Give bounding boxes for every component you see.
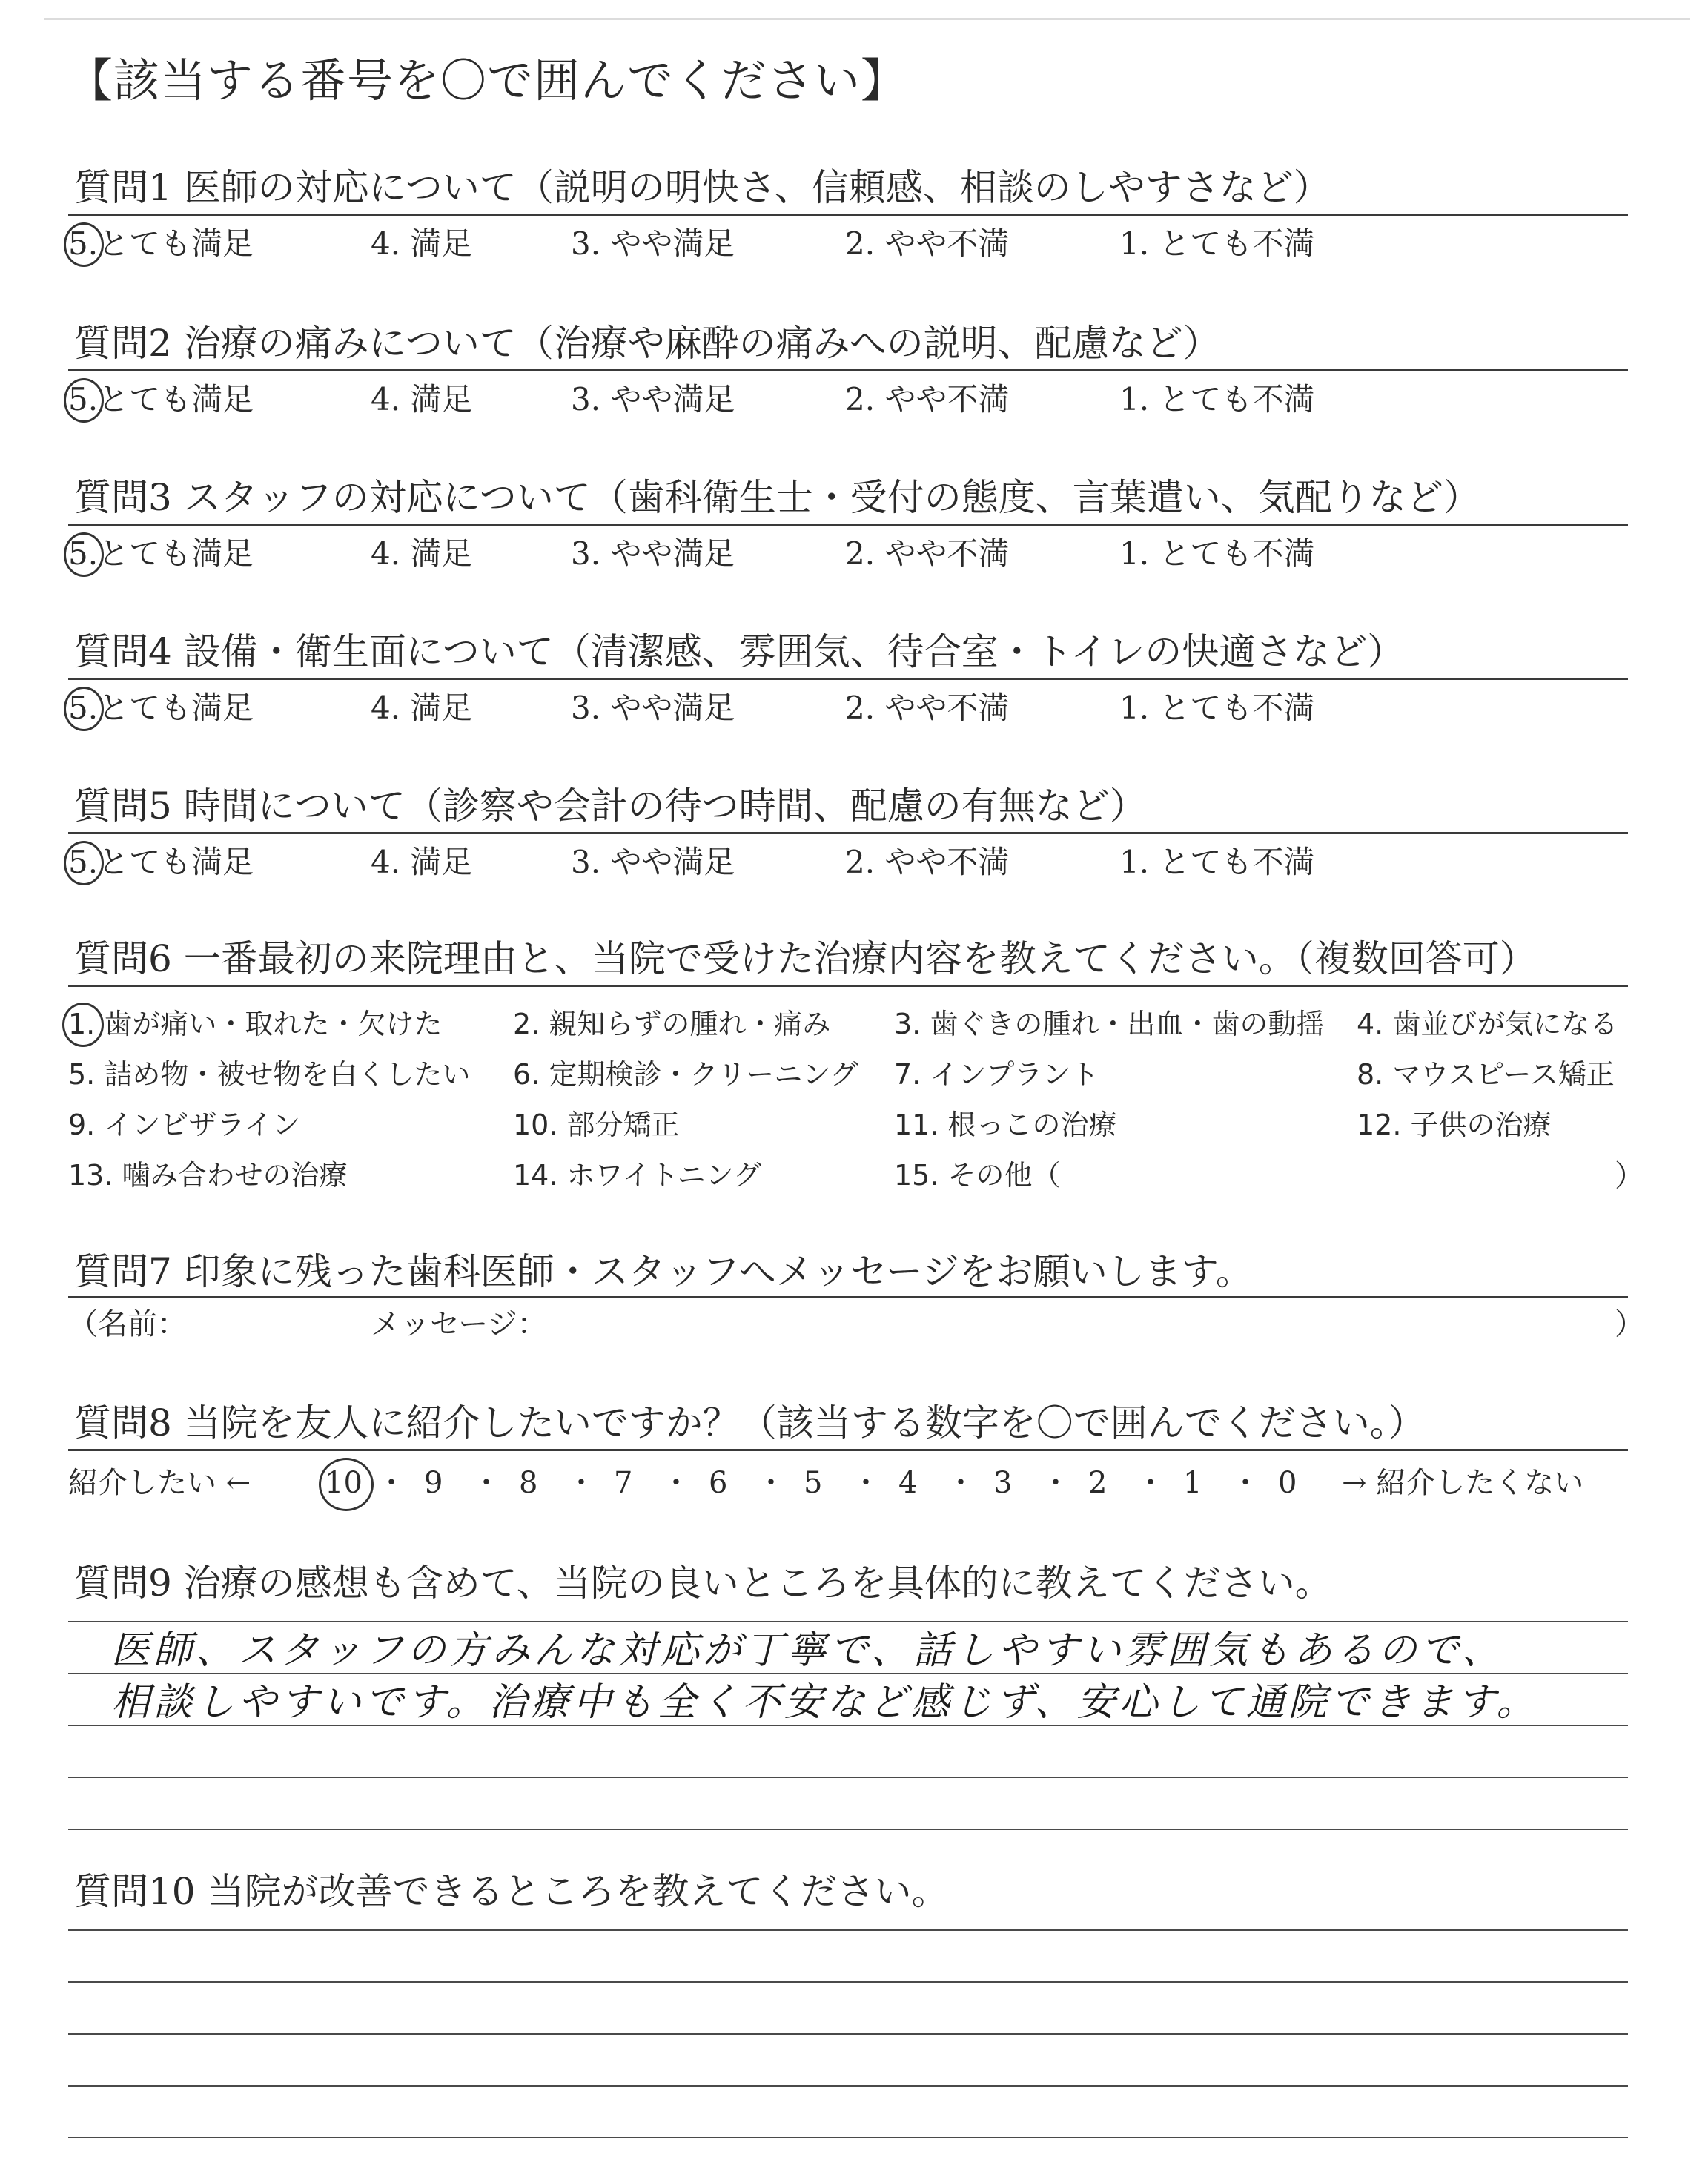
q6-option-7[interactable]: 7. インプラント: [894, 1058, 1099, 1091]
q3-option-5[interactable]: 5.とても満足: [68, 535, 254, 572]
q6-option-10[interactable]: 10. 部分矯正: [513, 1109, 680, 1141]
q6-option-9[interactable]: 9. インビザライン: [68, 1109, 301, 1141]
q4-option-1[interactable]: 1. とても不満: [1119, 690, 1315, 726]
q8-scale-5[interactable]: 5: [804, 1466, 823, 1500]
q9-line-1: [68, 1621, 1628, 1622]
q6-option-15[interactable]: 15. その他（: [894, 1159, 1061, 1192]
q9-line-5: [68, 1829, 1628, 1830]
q8-scale-separator: ・: [471, 1466, 501, 1500]
q2-option-3[interactable]: 3. やや満足: [571, 381, 735, 417]
q5-option-3[interactable]: 3. やや満足: [571, 844, 735, 880]
q10-line-4: [68, 2085, 1628, 2087]
q6-option-5[interactable]: 5. 詰め物・被せ物を白くしたい: [68, 1058, 471, 1091]
q8-scale-3[interactable]: 3: [993, 1466, 1013, 1500]
q8-scale-4[interactable]: 4: [898, 1466, 918, 1500]
q6-option-6[interactable]: 6. 定期検診・クリーニング: [513, 1058, 858, 1091]
q4-option-5[interactable]: 5.とても満足: [68, 690, 254, 726]
q8-scale-6[interactable]: 6: [709, 1466, 728, 1500]
q4-selection-circle: [64, 687, 104, 731]
q5-option-2[interactable]: 2. やや不満: [845, 844, 1010, 880]
q5-option-4[interactable]: 4. 満足: [371, 844, 473, 880]
q8-right-label: → 紹介したくない: [1342, 1466, 1584, 1500]
q8-scale-separator: ・: [377, 1466, 406, 1500]
q8-selection-circle: [319, 1458, 374, 1511]
q9-line-3: [68, 1725, 1628, 1726]
q2-option-1[interactable]: 1. とても不満: [1119, 381, 1315, 417]
q7-title: 質問7 印象に残った歯科医師・スタッフへメッセージをお願いします。: [74, 1250, 1253, 1293]
q8-scale-10[interactable]: 10: [325, 1466, 363, 1500]
q8-scale-0[interactable]: 0: [1278, 1466, 1297, 1500]
q10-line-2: [68, 1981, 1628, 1983]
q9-line-2: [68, 1673, 1628, 1674]
q8-scale-separator: ・: [851, 1466, 881, 1500]
q3-option-1[interactable]: 1. とても不満: [1119, 535, 1315, 572]
q3-option-3[interactable]: 3. やや満足: [571, 535, 735, 572]
q4-option-2[interactable]: 2. やや不満: [845, 690, 1010, 726]
q10-line-5: [68, 2137, 1628, 2138]
page-top-edge: [44, 18, 1690, 20]
q8-scale-separator: ・: [1041, 1466, 1070, 1500]
q2-selection-circle: [64, 378, 104, 423]
q10-line-3: [68, 2033, 1628, 2035]
q2-option-2[interactable]: 2. やや不満: [845, 381, 1010, 417]
q4-option-3[interactable]: 3. やや満足: [571, 690, 735, 726]
q10-line-1: [68, 1929, 1628, 1931]
q5-option-5[interactable]: 5.とても満足: [68, 844, 254, 880]
q8-scale-7[interactable]: 7: [614, 1466, 633, 1500]
q9-answer-line-2: 相談しやすいです。治療中も全く不安など感じず、安心して通院できます。: [111, 1680, 1539, 1725]
q8-rule: [68, 1449, 1628, 1451]
q9-title: 質問9 治療の感想も含めて、当院の良いところを具体的に教えてください。: [74, 1562, 1332, 1605]
q2-option-4[interactable]: 4. 満足: [371, 381, 473, 417]
q1-option-3[interactable]: 3. やや満足: [571, 225, 735, 262]
q2-title: 質問2 治療の痛みについて（治療や麻酔の痛みへの説明、配慮など）: [74, 322, 1220, 365]
q7-rule: [68, 1296, 1628, 1298]
q1-selection-circle: [64, 222, 104, 267]
q5-title: 質問5 時間について（診察や会計の待つ時間、配慮の有無など）: [74, 785, 1147, 828]
q8-scale-separator: ・: [661, 1466, 691, 1500]
q9-answer-line-1: 医師、スタッフの方みんな対応が丁寧で、話しやすい雰囲気もあるので、: [111, 1628, 1504, 1673]
q1-rule: [68, 214, 1628, 216]
q2-rule: [68, 369, 1628, 371]
q5-option-1[interactable]: 1. とても不満: [1119, 844, 1315, 880]
q6-option-12[interactable]: 12. 子供の治療: [1357, 1109, 1552, 1141]
q6-option-11[interactable]: 11. 根っこの治療: [894, 1109, 1117, 1141]
q7-message-label: メッセージ：: [371, 1307, 547, 1341]
q6-option-8[interactable]: 8. マウスピース矯正: [1357, 1058, 1615, 1091]
q3-selection-circle: [64, 532, 104, 577]
q6-option-3[interactable]: 3. 歯ぐきの腫れ・出血・歯の動揺: [894, 1008, 1325, 1040]
q5-selection-circle: [64, 841, 104, 885]
q8-scale-8[interactable]: 8: [519, 1466, 538, 1500]
instruction-heading: 【該当する番号を〇で囲んでください】: [67, 53, 908, 108]
q8-scale-separator: ・: [1231, 1466, 1260, 1500]
q8-scale-separator: ・: [756, 1466, 786, 1500]
q3-option-4[interactable]: 4. 満足: [371, 535, 473, 572]
q8-title: 質問8 当院を友人に紹介したいですか？（該当する数字を〇で囲んでください。）: [74, 1401, 1426, 1444]
q4-rule: [68, 678, 1628, 680]
q1-option-5[interactable]: 5.とても満足: [68, 225, 254, 262]
q6-option-1[interactable]: 1. 歯が痛い・取れた・欠けた: [68, 1008, 443, 1040]
q8-scale-separator: ・: [566, 1466, 596, 1500]
q6-option-2[interactable]: 2. 親知らずの腫れ・痛み: [513, 1008, 831, 1040]
q6-rule: [68, 985, 1628, 987]
q1-option-2[interactable]: 2. やや不満: [845, 225, 1010, 262]
q1-title: 質問1 医師の対応について（説明の明快さ、信頼感、相談のしやすさなど）: [74, 166, 1331, 209]
q8-scale-separator: ・: [1136, 1466, 1165, 1500]
q8-left-label: 紹介したい ←: [68, 1466, 251, 1500]
q7-close-paren: ）: [1615, 1307, 1644, 1341]
q1-option-1[interactable]: 1. とても不満: [1119, 225, 1315, 262]
q8-scale-9[interactable]: 9: [424, 1466, 443, 1500]
q6-option-4[interactable]: 4. 歯並びが気になる: [1357, 1008, 1618, 1040]
q10-title: 質問10 当院が改善できるところを教えてください。: [74, 1870, 949, 1913]
q6-title: 質問6 一番最初の来院理由と、当院で受けた治療内容を教えてください。（複数回答可）: [74, 937, 1537, 980]
q6-option-14[interactable]: 14. ホワイトニング: [513, 1159, 762, 1192]
q6-selection-circle: [62, 1003, 104, 1047]
q8-scale-separator: ・: [946, 1466, 976, 1500]
q2-option-5[interactable]: 5.とても満足: [68, 381, 254, 417]
q6-option-13[interactable]: 13. 噛み合わせの治療: [68, 1159, 348, 1192]
q4-option-4[interactable]: 4. 満足: [371, 690, 473, 726]
q5-rule: [68, 832, 1628, 834]
q8-scale-1[interactable]: 1: [1183, 1466, 1202, 1500]
q7-name-label: （名前：: [68, 1307, 187, 1341]
q3-rule: [68, 524, 1628, 526]
q9-line-4: [68, 1777, 1628, 1778]
q4-title: 質問4 設備・衛生面について（清潔感、雰囲気、待合室・トイレの快適さなど）: [74, 630, 1405, 673]
q1-option-4[interactable]: 4. 満足: [371, 225, 473, 262]
q8-scale-2[interactable]: 2: [1088, 1466, 1108, 1500]
q6-close-paren: ）: [1615, 1159, 1644, 1193]
q3-title: 質問3 スタッフの対応について（歯科衛生士・受付の態度、言葉遣い、気配りなど）: [74, 476, 1480, 519]
q3-option-2[interactable]: 2. やや不満: [845, 535, 1010, 572]
